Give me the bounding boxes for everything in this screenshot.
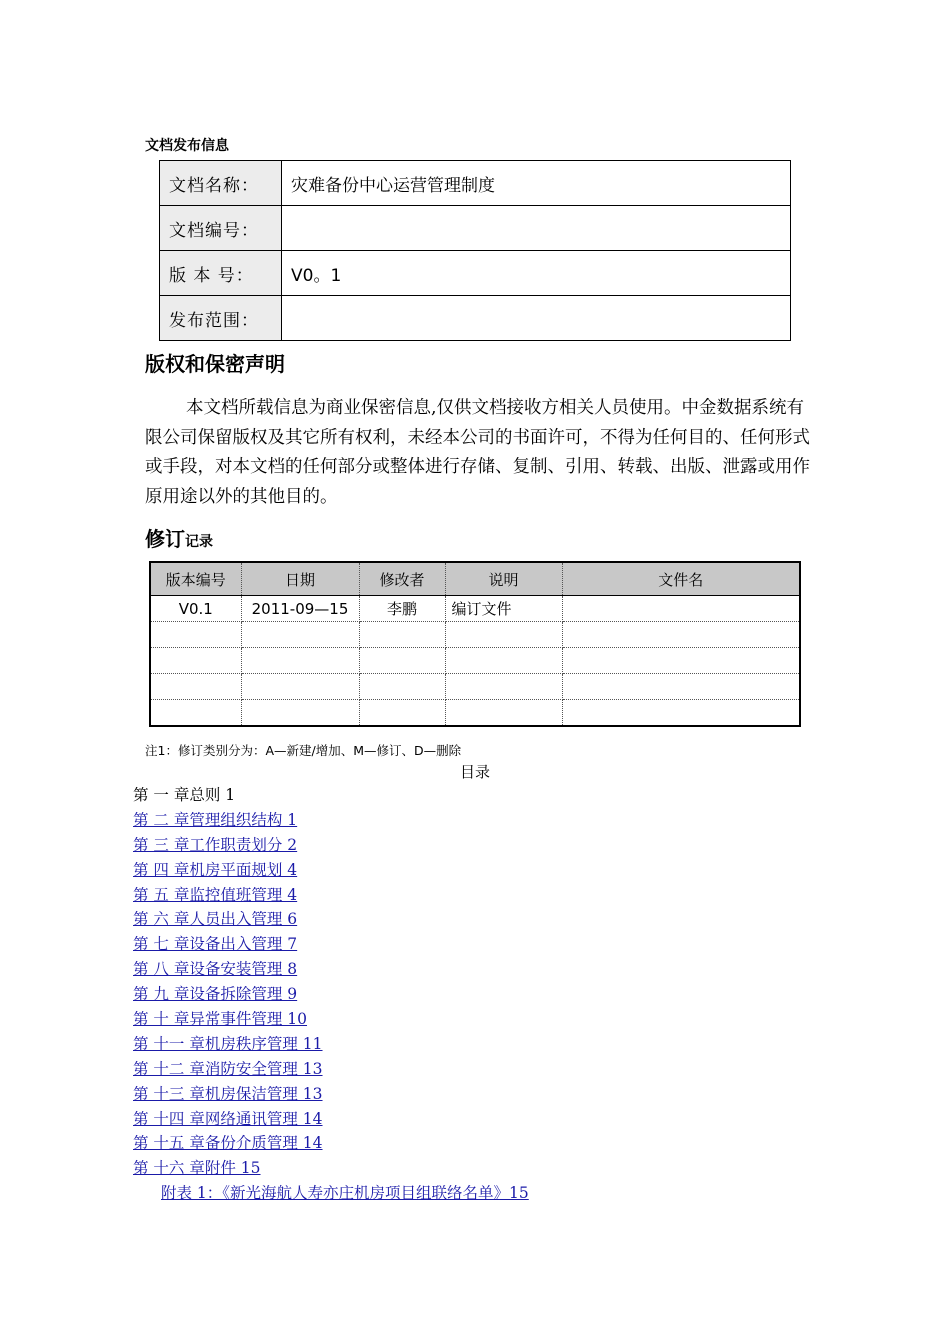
revision-table: [149, 561, 801, 727]
toc-subitem-link[interactable]: 附表 1：《新光海航人寿亦庄机房项目组联络名单》15: [161, 1184, 529, 1203]
revision-column-header: 修改者: [359, 562, 445, 596]
toc-item-link[interactable]: 第 三 章工作职责划分 2: [133, 835, 298, 854]
toc-item-link[interactable]: 第 十二 章消防安全管理 13: [133, 1059, 323, 1078]
toc-item-link[interactable]: 第 九 章设备拆除管理 9: [133, 985, 298, 1004]
revision-cell: 李鹏: [359, 596, 445, 622]
revision-cell: [359, 674, 445, 700]
revision-cell: [359, 700, 445, 727]
copyright-paragraph: 本文档所载信息为商业保密信息,仅供文档接收方相关人员使用。中金数据系统有限公司保留版权及其它所有权利，未经本公司的书面许可，不得为任何目的、任何形式或手段，对本文档的任何部分或整体进行存储、复制、引用、转载、出版、泄露或用作原用途以外的其他目的。: [145, 398, 810, 507]
copyright-heading: 版权和保密声明: [145, 352, 285, 376]
revision-cell: [562, 648, 800, 674]
revision-cell: [241, 648, 359, 674]
toc-title: 目录: [459, 763, 490, 781]
publish-info-label: 版 本 号：: [160, 251, 282, 296]
revision-cell: [359, 648, 445, 674]
revision-cell: [150, 648, 241, 674]
publish-info-table: [159, 160, 791, 341]
toc-item-link[interactable]: 第 十三 章机房保洁管理 13: [133, 1084, 323, 1103]
toc-item-link[interactable]: 第 十 章异常事件管理 10: [133, 1010, 308, 1029]
table-row: [150, 648, 800, 674]
revision-cell: [359, 622, 445, 648]
publish-info-row: [160, 296, 791, 341]
toc-item-link[interactable]: 第 六 章人员出入管理 6: [133, 910, 298, 929]
revision-cell: [445, 648, 562, 674]
publish-info-row: [160, 206, 791, 251]
table-row: [150, 674, 800, 700]
revision-cell: V0.1: [150, 596, 241, 622]
revision-column-header: 说明: [445, 562, 562, 596]
table-row: [150, 700, 800, 727]
revision-cell: [241, 622, 359, 648]
revision-cell: [445, 622, 562, 648]
toc-item-link[interactable]: 第 五 章监控值班管理 4: [133, 885, 298, 904]
publish-info-value: V0。1: [282, 251, 791, 296]
publish-info-row: [160, 161, 791, 206]
revision-heading-sub: 记录: [185, 534, 213, 550]
revision-column-header: 文件名: [562, 562, 800, 596]
revision-heading: [145, 523, 213, 552]
revision-note: 注1：修订类别分为：A—新建/增加、M—修订、D—删除: [145, 743, 462, 758]
toc-item: 第 一 章总则 1: [133, 786, 236, 804]
publish-info-value: 灾难备份中心运营管理制度: [282, 161, 791, 206]
revision-cell: [241, 700, 359, 727]
revision-cell: 2011-09—15: [241, 596, 359, 622]
revision-cell: [562, 596, 800, 622]
publish-info-label: 文档名称：: [160, 161, 282, 206]
toc-item-link[interactable]: 第 十一 章机房秩序管理 11: [133, 1034, 323, 1053]
revision-cell: [150, 622, 241, 648]
revision-header-row: [150, 562, 800, 596]
toc-item-link[interactable]: 第 十四 章网络通讯管理 14: [133, 1109, 323, 1128]
revision-heading-main: 修订: [145, 527, 185, 551]
revision-cell: 编订文件: [445, 596, 562, 622]
table-row: [150, 596, 800, 622]
revision-cell: [562, 674, 800, 700]
publish-info-row: [160, 251, 791, 296]
toc-item-link[interactable]: 第 八 章设备安装管理 8: [133, 960, 298, 979]
revision-cell: [150, 674, 241, 700]
revision-cell: [562, 700, 800, 727]
revision-cell: [562, 622, 800, 648]
toc-item-link[interactable]: 第 十六 章附件 15: [133, 1159, 261, 1178]
table-row: [150, 622, 800, 648]
revision-cell: [150, 700, 241, 727]
toc-item-link[interactable]: 第 二 章管理组织结构 1: [133, 810, 298, 829]
publish-info-value: [282, 206, 791, 251]
toc-item-link[interactable]: 第 十五 章备份介质管理 14: [133, 1134, 323, 1153]
revision-cell: [445, 700, 562, 727]
table-of-contents: [133, 784, 529, 1207]
revision-cell: [241, 674, 359, 700]
toc-item-link[interactable]: 第 四 章机房平面规划 4: [133, 860, 298, 879]
toc-item-link[interactable]: 第 七 章设备出入管理 7: [133, 935, 298, 954]
publish-info-value: [282, 296, 791, 341]
revision-cell: [445, 674, 562, 700]
publish-info-label: 发布范围：: [160, 296, 282, 341]
publish-info-heading: 文档发布信息: [145, 138, 229, 154]
revision-column-header: 日期: [241, 562, 359, 596]
publish-info-label: 文档编号：: [160, 206, 282, 251]
revision-column-header: 版本编号: [150, 562, 241, 596]
